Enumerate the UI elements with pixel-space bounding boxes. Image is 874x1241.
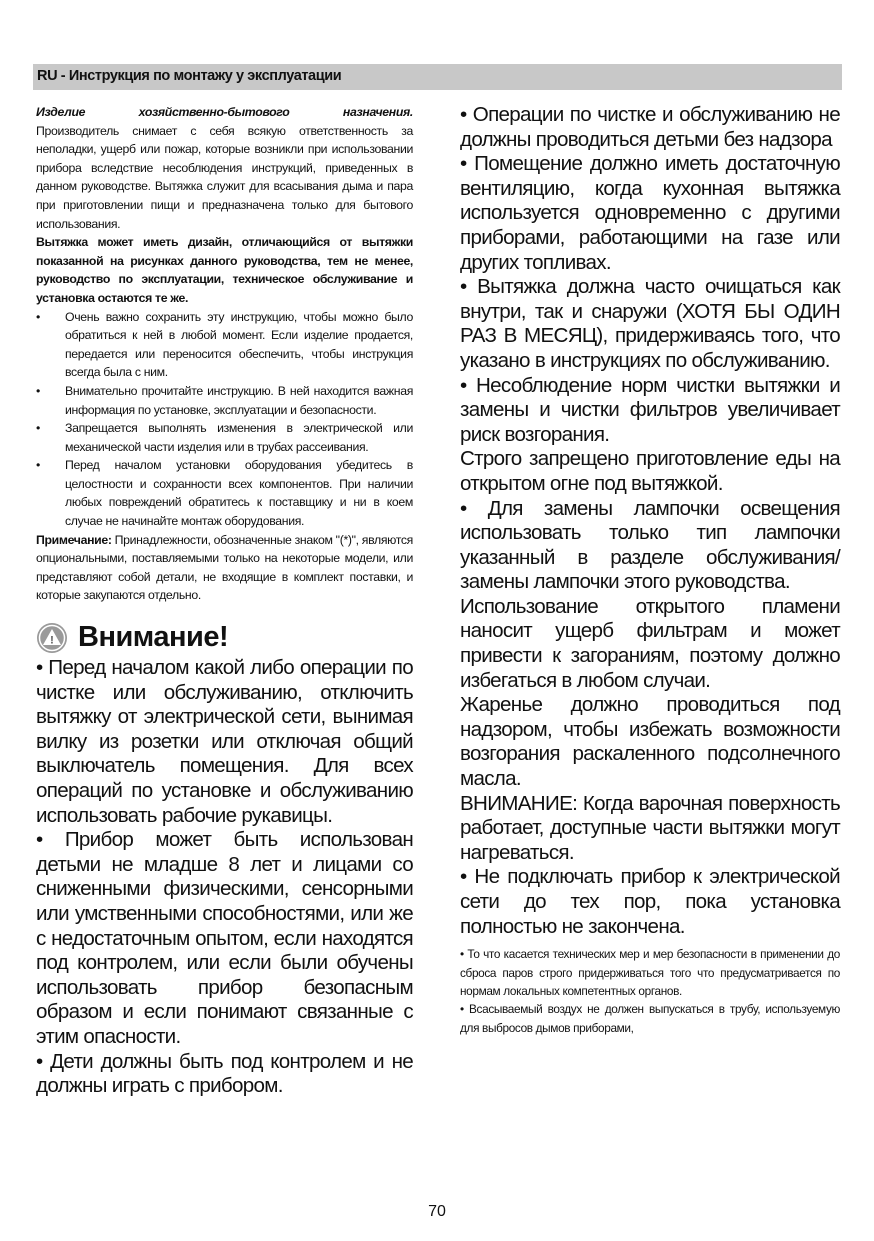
safety-paragraph: ВНИМАНИЕ: Когда варочная поверхность работает, доступные части вытяжки могут нагреваться. — [460, 791, 840, 864]
bullet-marker: • — [36, 458, 40, 473]
intro-paragraph — [36, 103, 413, 233]
safety-paragraph: • Помещение должно иметь достаточную вентиляцию, когда кухонная вытяжка используется одновременно с другими приборами, работающими на газе или других топливах. — [460, 152, 840, 274]
bullet-marker: • — [36, 309, 40, 324]
safety-paragraph: • Не подключать прибор к электрической сети до тех пор, пока установка полностью не закончена. — [460, 865, 840, 938]
attention-paragraph: • Перед началом какой либо операции по чистке или обслуживанию, отключить вытяжку от электрической сети, вынимая вилку из розетки или отключая общий выключатель помещения. Для всех операций по установке и обслуживанию использовать рабочие рукавицы. — [36, 656, 413, 827]
bullet-marker: • — [36, 383, 40, 398]
list-item-text: Внимательно прочитайте инструкцию. В ней находится важная информация по установке, эксплуатации и безопасности. — [65, 383, 413, 417]
warning-icon-glyph: ! — [50, 634, 54, 647]
safety-paragraph: Использование открытого пламени наносит ущерб фильтрам и может привести к загораниям, поэтому должно избегаться в любом случаи. — [460, 594, 840, 692]
page-header — [33, 64, 842, 90]
header-title: RU - Инструкция по монтажу у эксплуатации — [37, 68, 342, 84]
warning-icon — [36, 622, 68, 654]
safety-paragraph: • Вытяжка должна часто очищаться как внутри, так и снаружи (ХОТЯ БЫ ОДИН РАЗ В МЕСЯЦ), придерживаясь того, что указано в инструкциях по обслуживанию. — [460, 275, 840, 372]
list-item-text: Очень важно сохранить эту инструкцию, чтобы можно было обратиться к ней в любой момент. Если изделие продается, передается или переносится обеспечить, чтобы инструкция всегда была с ним. — [65, 309, 413, 380]
list-item — [36, 419, 413, 456]
list-item — [36, 308, 413, 382]
list-item-text: Перед началом установки оборудования убедитесь в целостности и сохранности всех компонентов. При наличии любых повреждений обратитесь к поставщику и ни в коем случае не начинайте монтаж оборудования. — [65, 458, 413, 529]
small-safety-paragraph: • То что касается технических мер и мер безопасности в применении до сброса паров строго придерживаться того что предусматривается по нормам локальных компетентных органов. — [460, 947, 840, 998]
list-item — [36, 456, 413, 530]
note-text: Принадлежности, обозначенные знаком "(*)", являются опциональными, поставляемыми только на некоторые модели, или представляют собой детали, не входящие в комплект поставки, и которые закупаются отдельно. — [36, 532, 413, 603]
left-column — [36, 103, 413, 1099]
bullet-marker: • — [36, 421, 40, 436]
page-number: 70 — [428, 1203, 446, 1220]
attention-heading — [36, 621, 413, 654]
attention-paragraph: • Прибор может быть использован детьми не младше 8 лет и лицами со сниженными физическими, сенсорными или умственными способностями, или же с недостаточным опытом, если находятся под контролем, или если были обучены использовать прибор безопасным образом и если понимают связанные с этим опасности. — [36, 828, 413, 1048]
list-item — [36, 382, 413, 419]
attention-title: Внимание! — [78, 621, 229, 654]
list-item-text: Запрещается выполнять изменения в электрической или механической части изделия или в трубах рассеивания. — [65, 421, 413, 454]
small-safety-paragraph: • Всасываемый воздух не должен выпускаться в трубу, используемую для выбросов дымов приборами, — [460, 1002, 840, 1035]
right-column — [460, 103, 840, 1037]
note-paragraph — [36, 531, 413, 605]
note-label: Примечание: — [36, 532, 112, 547]
bullet-list — [36, 308, 413, 531]
attention-paragraph: • Дети должны быть под контролем и не должны играть с прибором. — [36, 1049, 413, 1098]
intro-title: Изделие хозяйственно-бытового назначения. — [36, 105, 413, 119]
safety-paragraph: • Несоблюдение норм чистки вытяжки и замены и чистки фильтров увеличивает риск возгорания. — [460, 373, 840, 446]
safety-paragraph: • Для замены лампочки освещения использовать только тип лампочки указанный в разделе обслуживания/замены лампочки этого руководства. — [460, 496, 840, 594]
safety-paragraph: Жаренье должно проводиться под надзором, чтобы избежать возможности возгорания раскаленного подсолнечного масла. — [460, 693, 840, 791]
safety-paragraph: • Операции по чистке и обслуживанию не должны проводиться детьми без надзора — [460, 103, 840, 151]
intro-text: Производитель снимает с себя всякую ответственность за неполадки, ущерб или пожар, которые возникли при использовании прибора вследствие несоблюдения инструкций, приведенных в данном руководстве. Вытяжка служит для всасывания дыма и пара при приготовлении пищи и предназначена только для бытового использования. — [36, 123, 413, 231]
safety-paragraph: Строго запрещено приготовление еды на открытом огне под вытяжкой. — [460, 447, 840, 495]
design-note: Вытяжка может иметь дизайн, отличающийся от вытяжки показанной на рисунках данного руководства, тем не менее, руководство по эксплуатации, техническое обслуживание и установка остаются те же. — [36, 235, 413, 305]
